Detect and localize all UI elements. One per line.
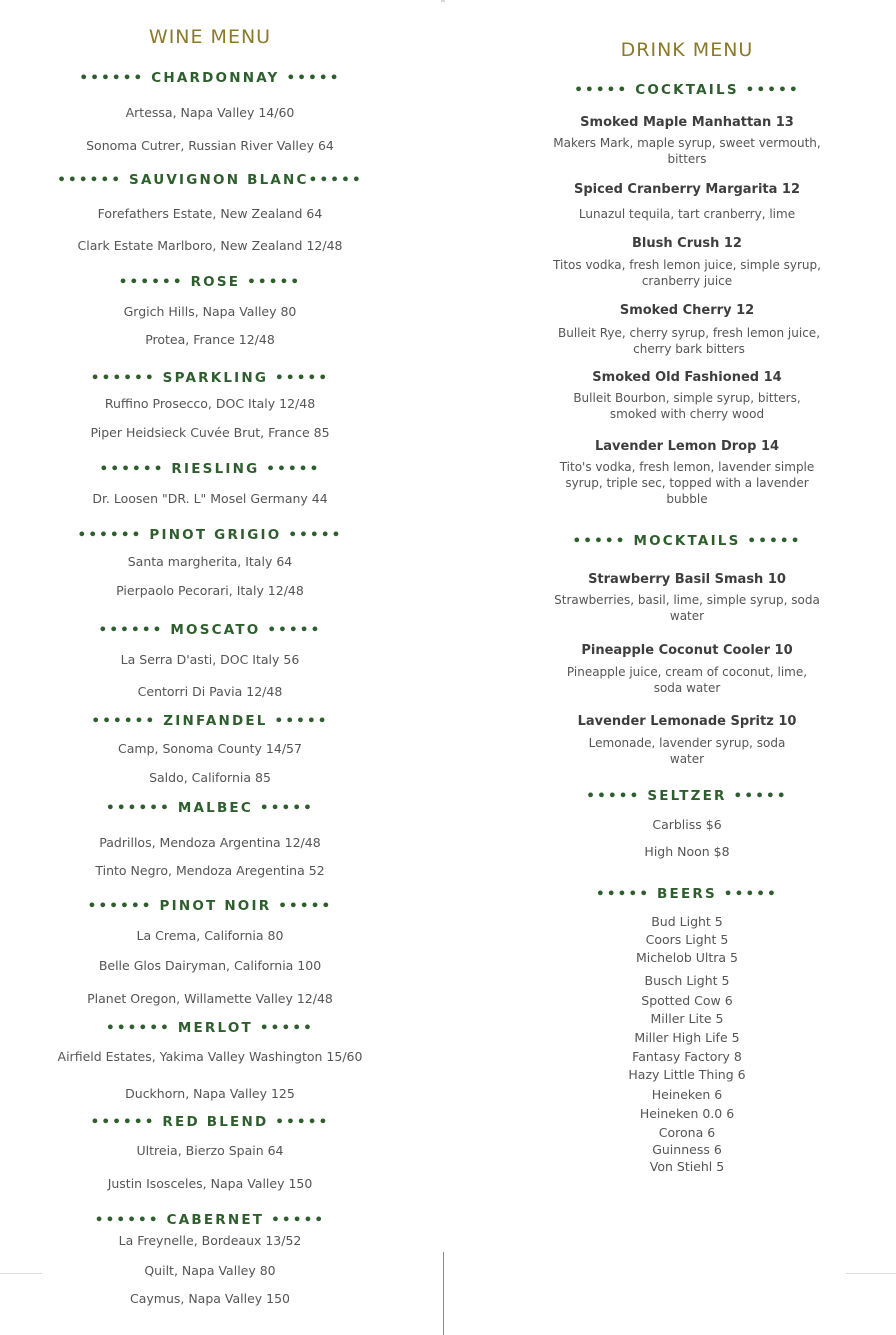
mocktail-description: Strawberries, basil, lime, simple syrup, soda water [554, 593, 820, 623]
cocktail-name: Spiced Cranberry Margarita 12 [573, 182, 801, 197]
cocktail-name: Smoked Cherry 12 [619, 303, 755, 318]
beer-item: Von Stiehl 5 [649, 1159, 725, 1174]
page-edge-mark [441, 0, 445, 2]
wine-menu-title: WINE MENU [148, 26, 272, 48]
section-heading-seltzer: ••••• SELTZER ••••• [586, 788, 788, 804]
drink-menu-title: DRINK MENU [620, 39, 754, 61]
beer-item: Heineken 0.0 6 [639, 1106, 735, 1121]
wine-item: Quilt, Napa Valley 80 [144, 1263, 276, 1278]
section-heading-merlot: •••••• MERLOT ••••• [106, 1020, 314, 1036]
wine-item: Airfield Estates, Yakima Valley Washington 15/60 [57, 1049, 363, 1064]
beer-item: Spotted Cow 6 [641, 993, 733, 1008]
wine-item: Protea, France 12/48 [145, 332, 275, 347]
section-heading-pinot-grigio: •••••• PINOT GRIGIO ••••• [77, 527, 343, 543]
section-heading-sparkling: •••••• SPARKLING ••••• [90, 370, 330, 386]
section-heading-mocktails: ••••• MOCKTAILS ••••• [572, 533, 802, 549]
cocktail-name: Lavender Lemon Drop 14 [594, 439, 780, 454]
wine-item: La Freynelle, Bordeaux 13/52 [118, 1233, 302, 1248]
wine-item: Dr. Loosen "DR. L" Mosel Germany 44 [92, 491, 328, 506]
section-heading-red-blend: •••••• RED BLEND ••••• [90, 1114, 330, 1130]
wine-item: Sonoma Cutrer, Russian River Valley 64 [86, 138, 334, 153]
section-heading-zinfandel: •••••• ZINFANDEL ••••• [91, 713, 329, 729]
section-heading-cocktails: ••••• COCKTAILS ••••• [574, 82, 800, 98]
wine-item: Justin Isosceles, Napa Valley 150 [107, 1176, 313, 1191]
section-heading-riesling: •••••• RIESLING ••••• [99, 461, 321, 477]
beer-item: Guinness 6 [652, 1142, 722, 1157]
cocktail-name: Smoked Maple Manhattan 13 [580, 115, 794, 130]
section-heading-sauvignon-blanc: •••••• SAUVIGNON BLANC••••• [57, 172, 363, 188]
section-heading-malbec: •••••• MALBEC ••••• [105, 800, 315, 816]
page-fold-divider [443, 1252, 444, 1335]
section-heading-beers: ••••• BEERS ••••• [596, 886, 778, 902]
cocktail-description: Bulleit Rye, cherry syrup, fresh lemon juice, cherry bark bitters [557, 326, 821, 356]
cocktail-description: Lunazul tequila, tart cranberry, lime [578, 207, 796, 221]
left-edge-line [0, 1273, 42, 1274]
cocktail-name: Smoked Old Fashioned 14 [592, 370, 782, 385]
wine-item: Santa margherita, Italy 64 [127, 554, 293, 569]
mocktail-description: Lemonade, lavender syrup, soda water [588, 736, 786, 766]
wine-item: La Crema, California 80 [136, 928, 284, 943]
section-heading-chardonnay: •••••• CHARDONNAY ••••• [79, 70, 341, 86]
section-heading-moscato: •••••• MOSCATO ••••• [98, 622, 322, 638]
wine-item: Artessa, Napa Valley 14/60 [125, 105, 295, 120]
wine-item: Belle Glos Dairyman, California 100 [98, 958, 322, 973]
beer-item: Bud Light 5 [651, 914, 723, 929]
beer-item: Miller Lite 5 [650, 1011, 724, 1026]
cocktail-description: Makers Mark, maple syrup, sweet vermouth, bitters [553, 136, 821, 166]
right-edge-line [846, 1273, 896, 1274]
wine-item: Padrillos, Mendoza Argentina 12/48 [99, 835, 321, 850]
beer-item: Busch Light 5 [644, 973, 730, 988]
beer-item: Heineken 6 [651, 1087, 723, 1102]
wine-item: Grgich Hills, Napa Valley 80 [123, 304, 297, 319]
wine-item: Planet Oregon, Willamette Valley 12/48 [87, 991, 333, 1006]
wine-item: Duckhorn, Napa Valley 125 [125, 1086, 295, 1101]
section-heading-rose: •••••• ROSE ••••• [118, 274, 302, 290]
cocktail-description: Tito's vodka, fresh lemon, lavender simple syrup, triple sec, topped with a lavender bubble [559, 460, 815, 506]
seltzer-item: Carbliss $6 [652, 817, 722, 832]
beer-item: Miller High Life 5 [634, 1030, 740, 1045]
wine-item: Camp, Sonoma County 14/57 [118, 741, 302, 756]
beer-item: Hazy Little Thing 6 [628, 1067, 746, 1082]
wine-item: Centorri Di Pavia 12/48 [137, 684, 283, 699]
beer-item: Fantasy Factory 8 [632, 1049, 742, 1064]
wine-item: Saldo, California 85 [149, 770, 271, 785]
section-heading-cabernet: •••••• CABERNET ••••• [94, 1212, 326, 1228]
wine-item: Forefathers Estate, New Zealand 64 [97, 206, 323, 221]
section-heading-pinot-noir: •••••• PINOT NOIR ••••• [87, 898, 333, 914]
wine-item: La Serra D'asti, DOC Italy 56 [120, 652, 300, 667]
wine-item: Pierpaolo Pecorari, Italy 12/48 [116, 583, 304, 598]
cocktail-description: Bulleit Bourbon, simple syrup, bitters, smoked with cherry wood [573, 391, 801, 421]
wine-item: Ruffino Prosecco, DOC Italy 12/48 [104, 396, 316, 411]
beer-item: Michelob Ultra 5 [635, 950, 739, 965]
mocktail-name: Lavender Lemonade Spritz 10 [577, 714, 797, 729]
cocktail-description: Titos vodka, fresh lemon juice, simple syrup, cranberry juice [553, 258, 821, 288]
mocktail-description: Pineapple juice, cream of coconut, lime, soda water [566, 665, 808, 695]
wine-item: Clark Estate Marlboro, New Zealand 12/48 [77, 238, 343, 253]
beer-item: Corona 6 [658, 1125, 716, 1140]
wine-item: Caymus, Napa Valley 150 [129, 1291, 291, 1306]
mocktail-name: Strawberry Basil Smash 10 [588, 572, 786, 587]
wine-item: Piper Heidsieck Cuvée Brut, France 85 [90, 425, 330, 440]
wine-item: Ultreia, Bierzo Spain 64 [136, 1143, 284, 1158]
mocktail-name: Pineapple Coconut Cooler 10 [581, 643, 793, 658]
cocktail-name: Blush Crush 12 [632, 236, 742, 251]
seltzer-item: High Noon $8 [644, 844, 730, 859]
beer-item: Coors Light 5 [645, 932, 729, 947]
wine-item: Tinto Negro, Mendoza Aregentina 52 [95, 863, 325, 878]
